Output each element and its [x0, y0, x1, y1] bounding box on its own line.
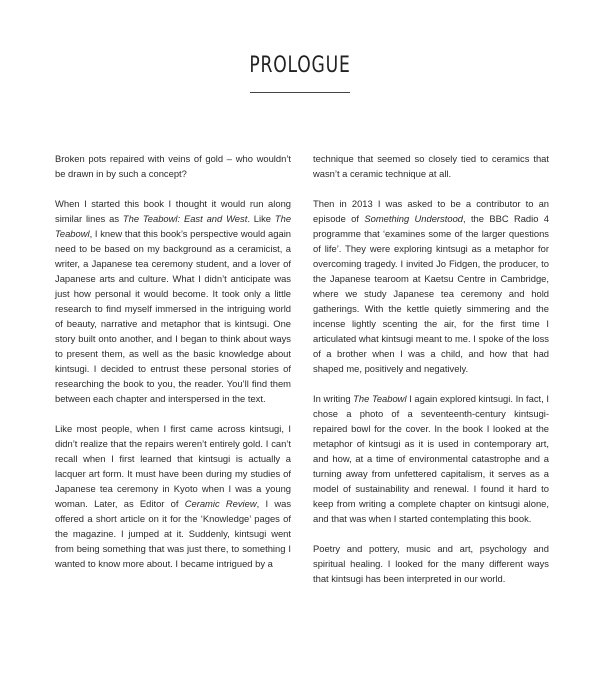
- left-column: [55, 151, 291, 586]
- text-run: Broken pots repaired with veins of gold – who wouldn’t be drawn in by such a concept?: [55, 153, 291, 179]
- text-run: technique that seemed so closely tied to ceramics that wasn’t a ceramic technique at all.: [313, 153, 549, 179]
- text-run: Poetry and pottery, music and art, psychology and spiritual healing. I looked for the many different ways that kintsugi has been interpreted in our world.: [313, 543, 549, 584]
- text-run: , I was offered a short article on it for the ‘Knowledge’ pages of the magazine. I jumped at it. Suddenly, kintsugi went from being something that was just there, to something I wanted to know more about. I became intrigued by a: [55, 498, 292, 569]
- text-run: When I started this book I thought it would run along similar lines as: [55, 198, 291, 224]
- text-run: , I knew that this book’s perspective would again need to be based on my background as a ceramicist, a writer, a Japanese tea ceremony student, and a lover of Japanese arts and culture. What I didn’t anticipate was just how personal it would become. It took only a little research to find myself immersed in the intriguing world of beauty, narrative and metaphor that is kintsugi. One story built onto another, and I began to think about ways to present them, as well as the basic knowledge about kintsugi. I decided to entrust these personal stories of researching the book to you, the reader. You’ll find them between each chapter and interspersed in the text.: [55, 228, 291, 404]
- paragraph: [313, 196, 549, 376]
- text-run: , the BBC Radio 4 programme that ‘examines some of the larger questions of life’. They were exploring kintsugi as a metaphor for overcoming tragedy. I invited Jo Fidgen, the producer, to the Japanese tearoom at Kaetsu Centre in Cambridge, where we study Japanese tea ceremony and hold gatherings. With the kettle quietly simmering and the incense lightly scenting the air, for the first time I articulated what kintsugi meant to me. I spoke of the loss of a brother when I was a child, and how that had shaped me, positively and negatively.: [313, 213, 549, 374]
- italic-title: The Teabowl: [353, 393, 407, 404]
- text-run: Then in 2013 I was asked to be a contributor to an episode of: [313, 198, 549, 224]
- italic-title: The Teabowl: East and West: [122, 213, 248, 224]
- text-run: . Like: [247, 213, 275, 224]
- right-column: [313, 151, 549, 601]
- text-run: In writing: [313, 393, 354, 404]
- paragraph: [313, 151, 549, 181]
- paragraph: [313, 391, 549, 526]
- text-run: I again explored kintsugi. In fact, I chose a photo of a seventeenth-century kintsugi-repaired bowl for the cover. In the book I looked at the metaphor of kintsugi as it is used in contemporary art, and how, at a time of environmental catastrophe and a turning away from unfettered capitalism, it serves as a model of sustainability and renewal. I found it hard to keep from writing a complete chapter on kintsugi alone, and that was when I started contemplating this book.: [313, 393, 549, 524]
- paragraph: [55, 151, 291, 181]
- paragraph: [55, 421, 291, 571]
- italic-title: Ceramic Review: [184, 498, 257, 509]
- text-run: Like most people, when I first came across kintsugi, I didn’t realize that the repairs weren’t entirely gold. I can’t recall when I first learned that kintsugi is actually a lacquer art form. It must have been during my studies of Japanese tea ceremony in Kyoto when I was a young woman. Later, as Editor of: [55, 423, 291, 509]
- page-title: PROLOGUE: [249, 53, 351, 78]
- italic-title: The Teabowl: [55, 213, 292, 239]
- title-rule: [250, 92, 350, 93]
- italic-title: Something Understood: [364, 213, 463, 224]
- paragraph: [313, 541, 549, 586]
- paragraph: [55, 196, 291, 406]
